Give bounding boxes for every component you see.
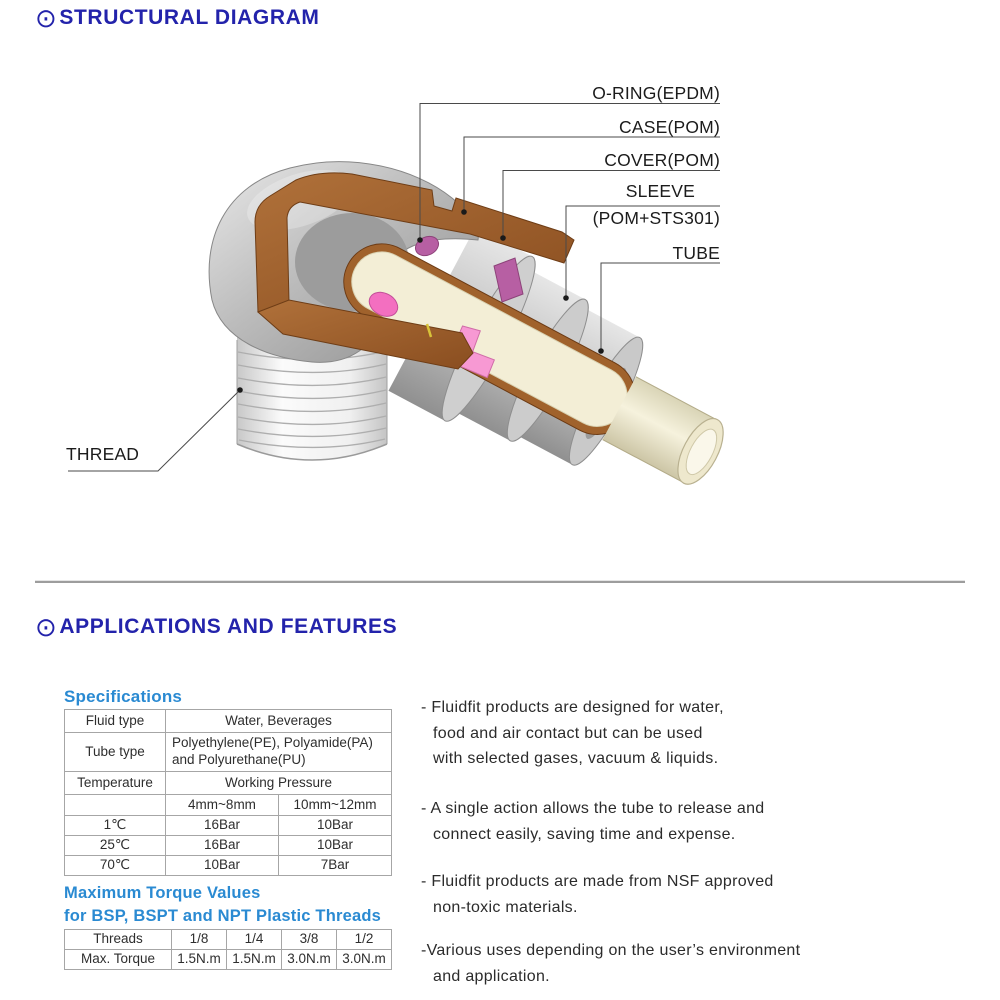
table-row [65,856,392,876]
torque-val-18: 1.5N.m [172,949,227,969]
spec-col-large: 10mm~12mm [279,795,392,816]
torque-threads-label: Threads [65,930,172,950]
specifications-heading: Specifications [64,687,183,706]
section-bullet-icon: ⊙ [35,3,58,33]
spec-temp-2: 70℃ [65,856,166,876]
spec-fluid-type-label: Fluid type [65,710,166,733]
feature-line: with selected gases, vacuum & liquids. [433,750,719,767]
torque-val-14: 1.5N.m [227,949,282,969]
torque-thread-18: 1/8 [172,930,227,950]
spec-temp-0: 1℃ [65,816,166,836]
feature-line: non-toxic materials. [433,898,578,916]
torque-heading-line1: Maximum Torque Values [64,884,261,902]
spec-small-1: 16Bar [166,836,279,856]
spec-col-small: 4mm~8mm [166,795,279,816]
spec-temp-1: 25℃ [65,836,166,856]
feature-item-4 [421,938,941,989]
table-row [65,949,392,969]
torque-thread-12: 1/2 [337,930,392,950]
feature-item-2 [421,796,941,847]
feature-line: -Various uses depending on the user’s environment [421,942,801,959]
table-row [65,816,392,836]
torque-heading [64,882,381,928]
feature-line: - Fluidfit products are designed for water, [421,699,724,716]
spec-large-2: 7Bar [279,856,392,876]
spec-empty-cell [65,795,166,816]
torque-table [64,929,392,970]
spec-tube-type-label: Tube type [65,733,166,772]
feature-line: and application. [433,967,550,985]
table-row [65,836,392,856]
label-o-ring: O-RING(EPDM) [592,83,720,103]
spec-large-1: 10Bar [279,836,392,856]
torque-thread-14: 1/4 [227,930,282,950]
feature-line: food and air contact but can be used [433,724,703,742]
feature-line: connect easily, saving time and expense. [433,825,736,843]
structural-diagram-title-text: STRUCTURAL DIAGRAM [59,6,320,29]
feature-item-3 [421,869,941,920]
spec-fluid-type-value: Water, Beverages [166,710,392,733]
label-tube: TUBE [672,243,720,263]
torque-val-12: 3.0N.m [337,949,392,969]
spec-temperature-label: Temperature [65,772,166,795]
section-bullet-icon: ⊙ [35,612,58,642]
label-sleeve-line2: (POM+STS301) [592,208,720,228]
spec-large-0: 10Bar [279,816,392,836]
spec-working-pressure-label: Working Pressure [166,772,392,795]
label-case: CASE(POM) [619,117,720,137]
torque-val-38: 3.0N.m [282,949,337,969]
label-cover: COVER(POM) [604,150,720,170]
feature-item-1 [421,695,941,772]
applications-title [35,612,398,642]
applications-title-text: APPLICATIONS AND FEATURES [59,615,398,638]
table-row [65,930,392,950]
torque-max-label: Max. Torque [65,949,172,969]
label-thread: THREAD [66,444,140,464]
spec-small-2: 10Bar [166,856,279,876]
feature-line: - A single action allows the tube to release and [421,800,765,817]
section-divider [35,580,965,583]
specifications-table [64,709,392,876]
spec-tube-type-value: Polyethylene(PE), Polyamide(PA) and Polyurethane(PU) [166,733,392,772]
torque-thread-38: 3/8 [282,930,337,950]
spec-small-0: 16Bar [166,816,279,836]
torque-heading-line2: for BSP, BSPT and NPT Plastic Threads [64,907,382,925]
feature-line: - Fluidfit products are made from NSF approved [421,873,774,890]
label-sleeve-line1: SLEEVE [625,181,695,201]
